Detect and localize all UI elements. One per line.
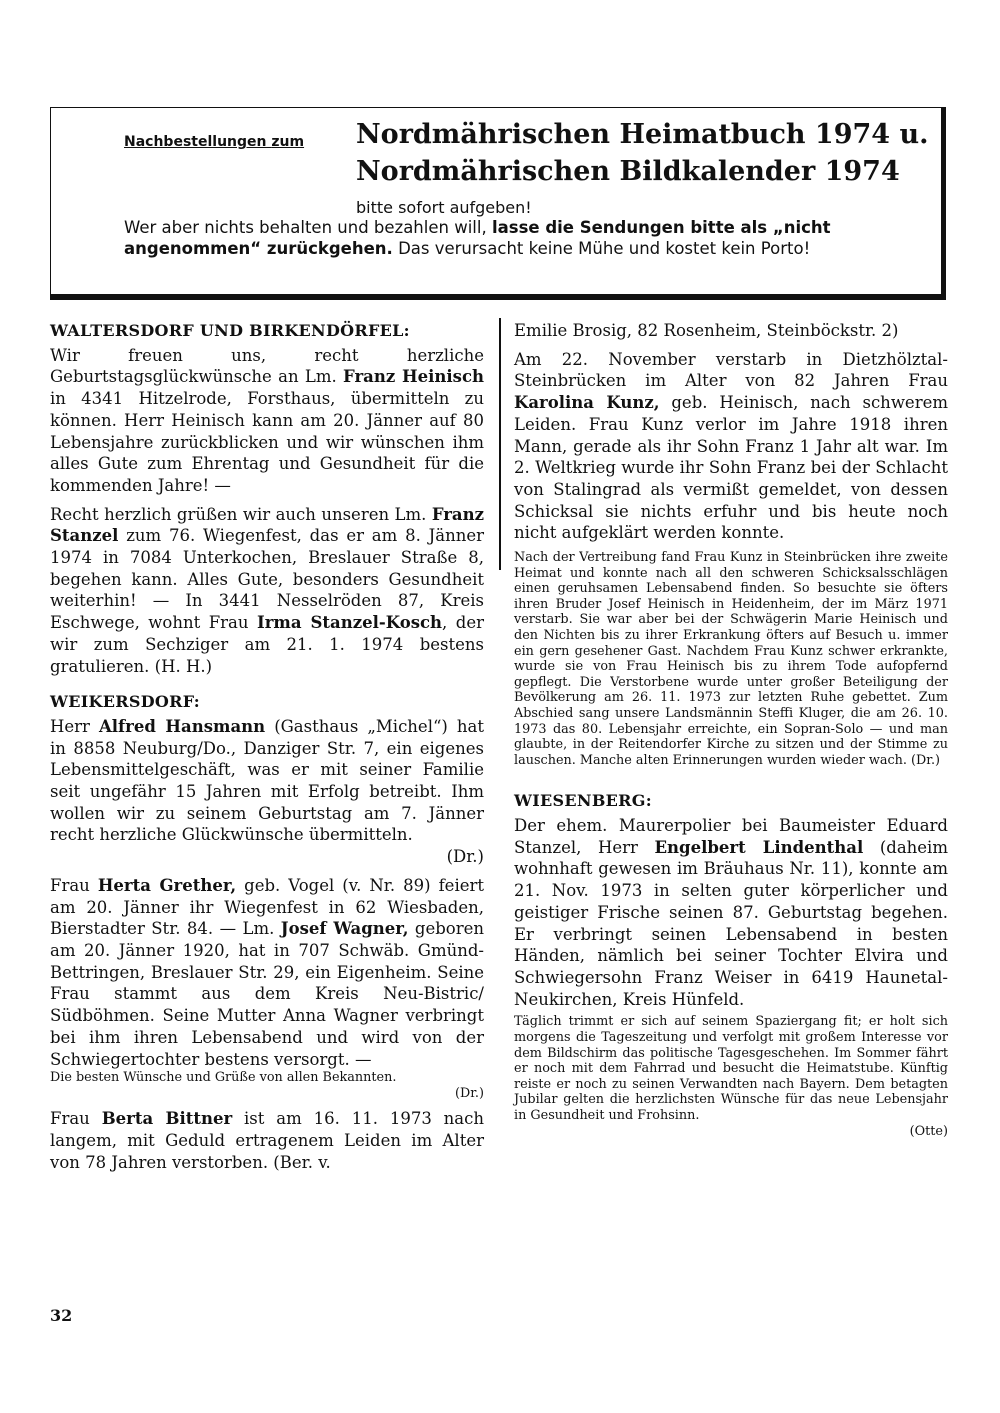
right-column: [514, 320, 948, 1139]
paragraph: Emilie Brosig, 82 Rosenheim, Steinböckstr. 2): [514, 321, 899, 340]
page-number: 32: [50, 1306, 73, 1325]
blackletter-title-1: Nordmährischen Heimatbuch 1974 u.: [356, 119, 929, 150]
paragraph: Wir freuen uns, recht herzliche Geburtstagsglückwünsche an Lm. Franz Heinisch in 4341 Hitzelrode, Forsthaus, übermitteln zu können. Herr Heinisch kann am 20. Jänner auf 80 Lebensjahre zurückblicken und wir wünschen ihm alles Gute zum Ehrentag und Gesundheit für die kommenden Jahre! —: [50, 345, 484, 495]
signature: (Otte): [909, 1123, 948, 1139]
paragraph: Der ehem. Maurerpolier bei Baumeister Eduard Stanzel, Herr Engelbert Lindenthal (daheim wohnhaft gewesen im Bräuhaus Nr. 11), konnte am 21. Nov. 1973 in selten guter körperlicher und geistiger Frische seinen 87. Geburtstag begehen. Er verbringt seinen Lebensabend in besten Händen, nämlich bei seiner Tochter Elvira und Schwiegersohn Franz Weiser in 6419 Haunetal-Neukirchen, Kreis Hünfeld.: [514, 816, 948, 1009]
section-heading-waltersdorf: WALTERSDORF UND BIRKENDÖRFEL:: [50, 321, 410, 340]
small-note: Täglich trimmt er sich auf seinem Spaziergang fit; er holt sich morgens die Tageszeitung und verfolgt mit großem Interesse vor dem Bildschirm das politische Tagesgeschehen. Im Sommer fährt er noch mit dem Fahrrad und besucht die Heimatstube. Künftig reiste er noch zu seinen Verwandten nach Bayern. Dem betagten Jubilar gelten die herzlichsten Wünsche für das neue Lebensjahr in Gesundheit und Frohsinn.: [514, 1014, 948, 1123]
blackletter-title-2: Nordmährischen Bildkalender 1974: [356, 156, 900, 187]
left-column: [50, 320, 484, 1174]
order-now-text: bitte sofort aufgeben!: [356, 198, 532, 217]
column-divider: [499, 318, 501, 570]
signature: (Dr.): [454, 1085, 484, 1101]
signature: (Dr.): [446, 847, 484, 867]
reorder-notice-box: [50, 107, 946, 300]
small-note: Nach der Vertreibung fand Frau Kunz in Steinbrücken ihre zweite Heimat und konnte nach all den schweren Schicksalsschlägen einen geruhsamen Lebensabend finden. So besuchte sie öfters ihren Bruder Josef Heinisch in Heidenheim, der im März 1971 verstarb. Sie war aber bei der Schwägerin Marie Heinisch und den Nichten bis zu ihrer Erkrankung öfters auf Besuch u. immer ein gern gesehener Gast. Nachdem Frau Kunz schwer erkrankte, wurde sie von Frau Heinisch bis zu ihrem Tode aufopfernd gepflegt. Die Verstorbene wurde unter großer Beteiligung der Bevölkerung am 26. 11. 1973 zur letzten Ruhe gebettet. Zum Abschied sang unsere Landsmännin Steffi Kluger, die am 26. 10. 1973 das 80. Lebensjahr erreichte, ein Sopran-Solo — und man glaubte, in der Reitendorfer Kirche zu sitzen und der Stimme zu lauschen. Manche alten Erinnerungen wurden wieder wach. (Dr.): [514, 550, 948, 768]
paragraph: Herr Alfred Hansmann (Gasthaus „Michel“) hat in 8858 Neuburg/Do., Danziger Str. 7, ein eigenes Lebensmittelgeschäft, was er mit seiner Familie seit ungefähr 15 Jahren mit Erfolg betreibt. Ihm wollen wir zu seinem Geburtstag am 7. Jänner recht herzliche Glückwünsche übermitteln.: [50, 716, 484, 845]
section-heading-wiesenberg: WIESENBERG:: [514, 791, 652, 811]
paragraph: Am 22. November verstarb in Dietzhölztal-Steinbrücken im Alter von 82 Jahren Frau Karolina Kunz, geb. Heinisch, nach schwerem Leiden. Frau Kunz verlor im Jahre 1918 ihren Mann, gerade als ihr Sohn Franz 1 Jahr alt war. Im 2. Weltkrieg wurde ihr Sohn Franz bei der Schlacht von Stalingrad als vermißt gemeldet, von dessen Schicksal sie nichts erfuhr und bis heute noch nicht aufgeklärt werden konnte.: [514, 349, 948, 543]
small-note: Die besten Wünsche und Grüße von allen Bekannten.: [50, 1070, 397, 1086]
order-label: Nachbestellungen zum: [124, 134, 305, 150]
paragraph: Frau Berta Bittner ist am 16. 11. 1973 nach langem, mit Geduld ertragenem Leiden im Alter von 78 Jahren verstorben. (Ber. v.: [50, 1109, 485, 1172]
paragraph: Recht herzlich grüßen wir auch unseren Lm. Franz Stanzel zum 76. Wiegenfest, das er am 8. Jänner 1974 in 7084 Unterkochen, Breslauer Straße 8, begehen kann. Alles Gute, besonders Gesundheit weiterhin! — In 3441 Nesselröden 87, Kreis Eschwege, wohnt Frau Irma Stanzel-Kosch, der wir zum Sechziger am 21. 1. 1974 bestens gratulieren. (H. H.): [50, 504, 484, 676]
paragraph: Frau Herta Grether, geb. Vogel (v. Nr. 89) feiert am 20. Jänner ihr Wiegenfest in 62 Wiesbaden, Bierstadter Str. 84. — Lm. Josef Wagner, geboren am 20. Jänner 1920, hat in 707 Schwäb. Gmünd-Bettringen, Breslauer Str. 29, ein Eigenheim. Seine Frau stammt aus dem Kreis Neu-Bistric/ Südböhmen. Seine Mutter Anna Wagner verbringt bei ihm ihren Lebensabend und wird von der Schwiegertochter bestens versorgt. —: [50, 875, 485, 1069]
section-heading-weikersdorf: WEIKERSDORF:: [50, 692, 201, 712]
return-notice: Wer aber nichts behalten und bezahlen will, lasse die Sendungen bitte als „nicht angenommen“ zurückgehen. Das verursacht keine Mühe und kostet kein Porto!: [124, 218, 831, 258]
